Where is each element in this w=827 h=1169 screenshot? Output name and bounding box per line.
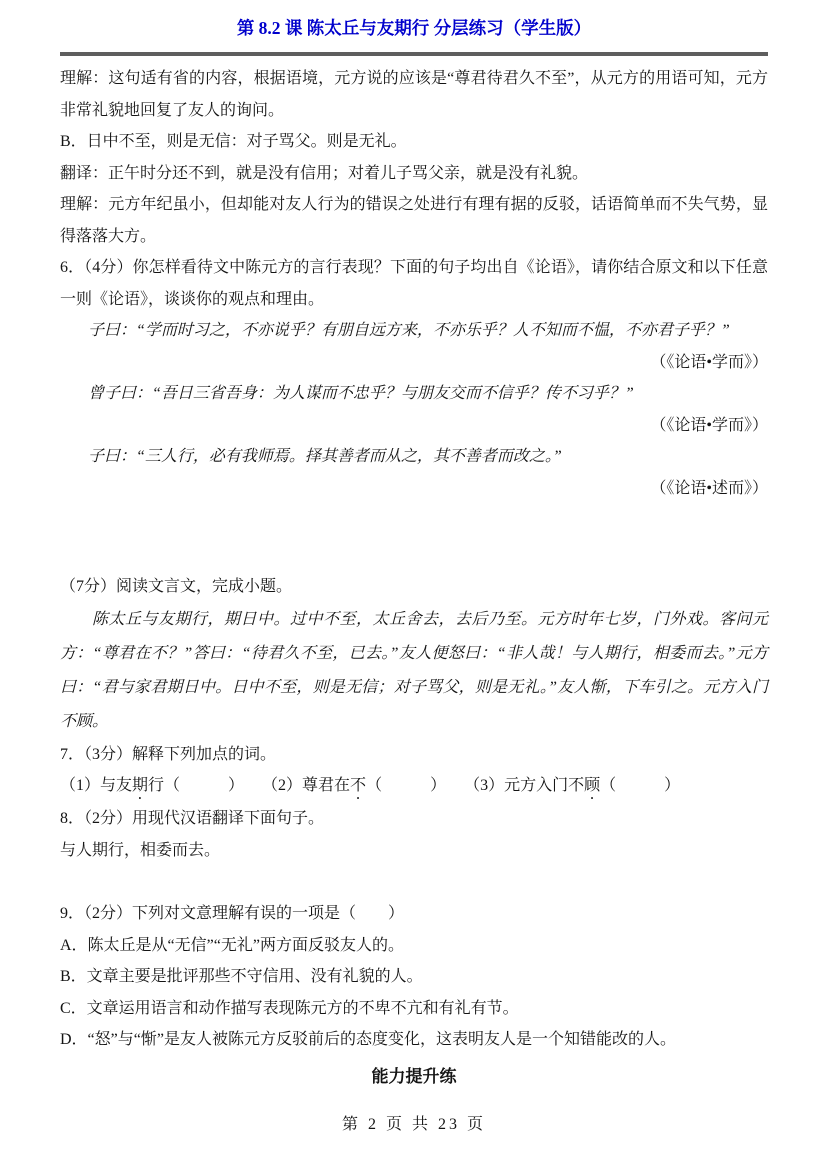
q7-item-3-pre: （3）元方入门不 — [472, 777, 585, 794]
page-number-footer: 第 2 页 共 23 页 — [341, 1115, 486, 1133]
q7-item-3-blank: （ ） — [600, 777, 681, 794]
q7-item-2-dotted-char: 不 — [350, 777, 367, 794]
q7-item-1-pre: （1）与友 — [60, 777, 133, 794]
classical-passage: 陈太丘与友期行，期日中。过中不至，太丘舍去，去后乃至。元方时年七岁，门外戏。客问元方：“尊君在不？”答曰：“待君久不至，已去。”友人便怒曰：“非人哉！与人期行，相委而去。”元方曰：“君与家君期日中。日中不至，则是无信；对子骂父，则是无礼。”友人惭，下车引之。元方入门不顾。 — [60, 610, 768, 730]
lunyu-quote-3-source: （《论语•述而》） — [650, 479, 768, 497]
q7-item-2 — [270, 777, 446, 794]
reading-section-intro: （7分）阅读文言文，完成小题。 — [60, 578, 293, 595]
lunyu-quote-2: 曾子曰：“吾日三省吾身：为人谋而不忠乎？与朋友交而不信乎？传不习乎？” — [88, 385, 634, 402]
q7-item-2-blank: （ ） — [366, 777, 447, 794]
question-8-stem: 8．（2分）用现代汉语翻译下面句子。 — [60, 810, 325, 827]
q7-item-2-pre: （2）尊君在 — [270, 777, 351, 794]
question-9-stem: 9．（2分）下列对文意理解有误的一项是（ ） — [60, 905, 405, 922]
question-7-stem: 7．（3分）解释下列加点的词。 — [60, 745, 277, 763]
q7-item-3-dotted-char: 顾 — [584, 777, 601, 794]
question-7-items — [60, 770, 768, 803]
question-8-sentence: 与人期行，相委而去。 — [60, 841, 221, 859]
section-heading-ability-practice: 能力提升练 — [371, 1066, 457, 1086]
page-title: 第 8.2 课 陈太丘与友期行 分层练习（学生版） — [236, 18, 592, 38]
analysis-option-b: B．日中不至，则是无信：对子骂父。则是无礼。 — [60, 133, 407, 150]
title-divider — [60, 52, 768, 56]
question-9-option-b: B．文章主要是批评那些不守信用、没有礼貌的人。 — [60, 968, 423, 985]
lunyu-quote-3: 子曰：“三人行，必有我师焉。择其善者而从之，其不善者而改之。” — [88, 448, 562, 465]
q7-item-1-blank: 行（ ） — [148, 777, 245, 794]
lunyu-quote-1: 子曰：“学而时习之，不亦说乎？有朋自远方来，不亦乐乎？人不知而不愠，不亦君子乎？” — [88, 322, 730, 339]
q7-item-1-dotted-char: 期 — [132, 777, 149, 794]
analysis-understanding-2: 理解：元方年纪虽小，但却能对友人行为的错误之处进行有理有据的反驳，话语简单而不失气势，显得落落大方。 — [60, 196, 768, 245]
q7-item-1 — [60, 777, 244, 794]
analysis-translation: 翻译：正午时分还不到，就是没有信用；对着儿子骂父亲，就是没有礼貌。 — [60, 164, 589, 182]
analysis-understanding-1: 理解：这句适有省的内容，根据语境，元方说的应该是“尊君待君久不至”，从元方的用语可知，元方非常礼貌地回复了友人的询问。 — [60, 70, 768, 119]
lunyu-quote-1-source: （《论语•学而》） — [650, 353, 768, 371]
question-6-stem: 6．（4分）你怎样看待文中陈元方的言行表现？下面的句子均出自《论语》，请你结合原文和以下任意一则《论语》，谈谈你的观点和理由。 — [60, 259, 768, 308]
question-9-option-d: D．“怒”与“惭”是友人被陈元方反驳前后的态度变化，这表明友人是一个知错能改的人。 — [60, 1031, 676, 1048]
question-9-option-c: C．文章运用语言和动作描写表现陈元方的不卑不亢和有礼有节。 — [60, 999, 519, 1017]
lunyu-quote-2-source: （《论语•学而》） — [650, 416, 768, 434]
q7-item-3 — [472, 777, 680, 794]
question-9-option-a: A．陈太丘是从“无信”“无礼”两方面反驳友人的。 — [60, 936, 404, 954]
